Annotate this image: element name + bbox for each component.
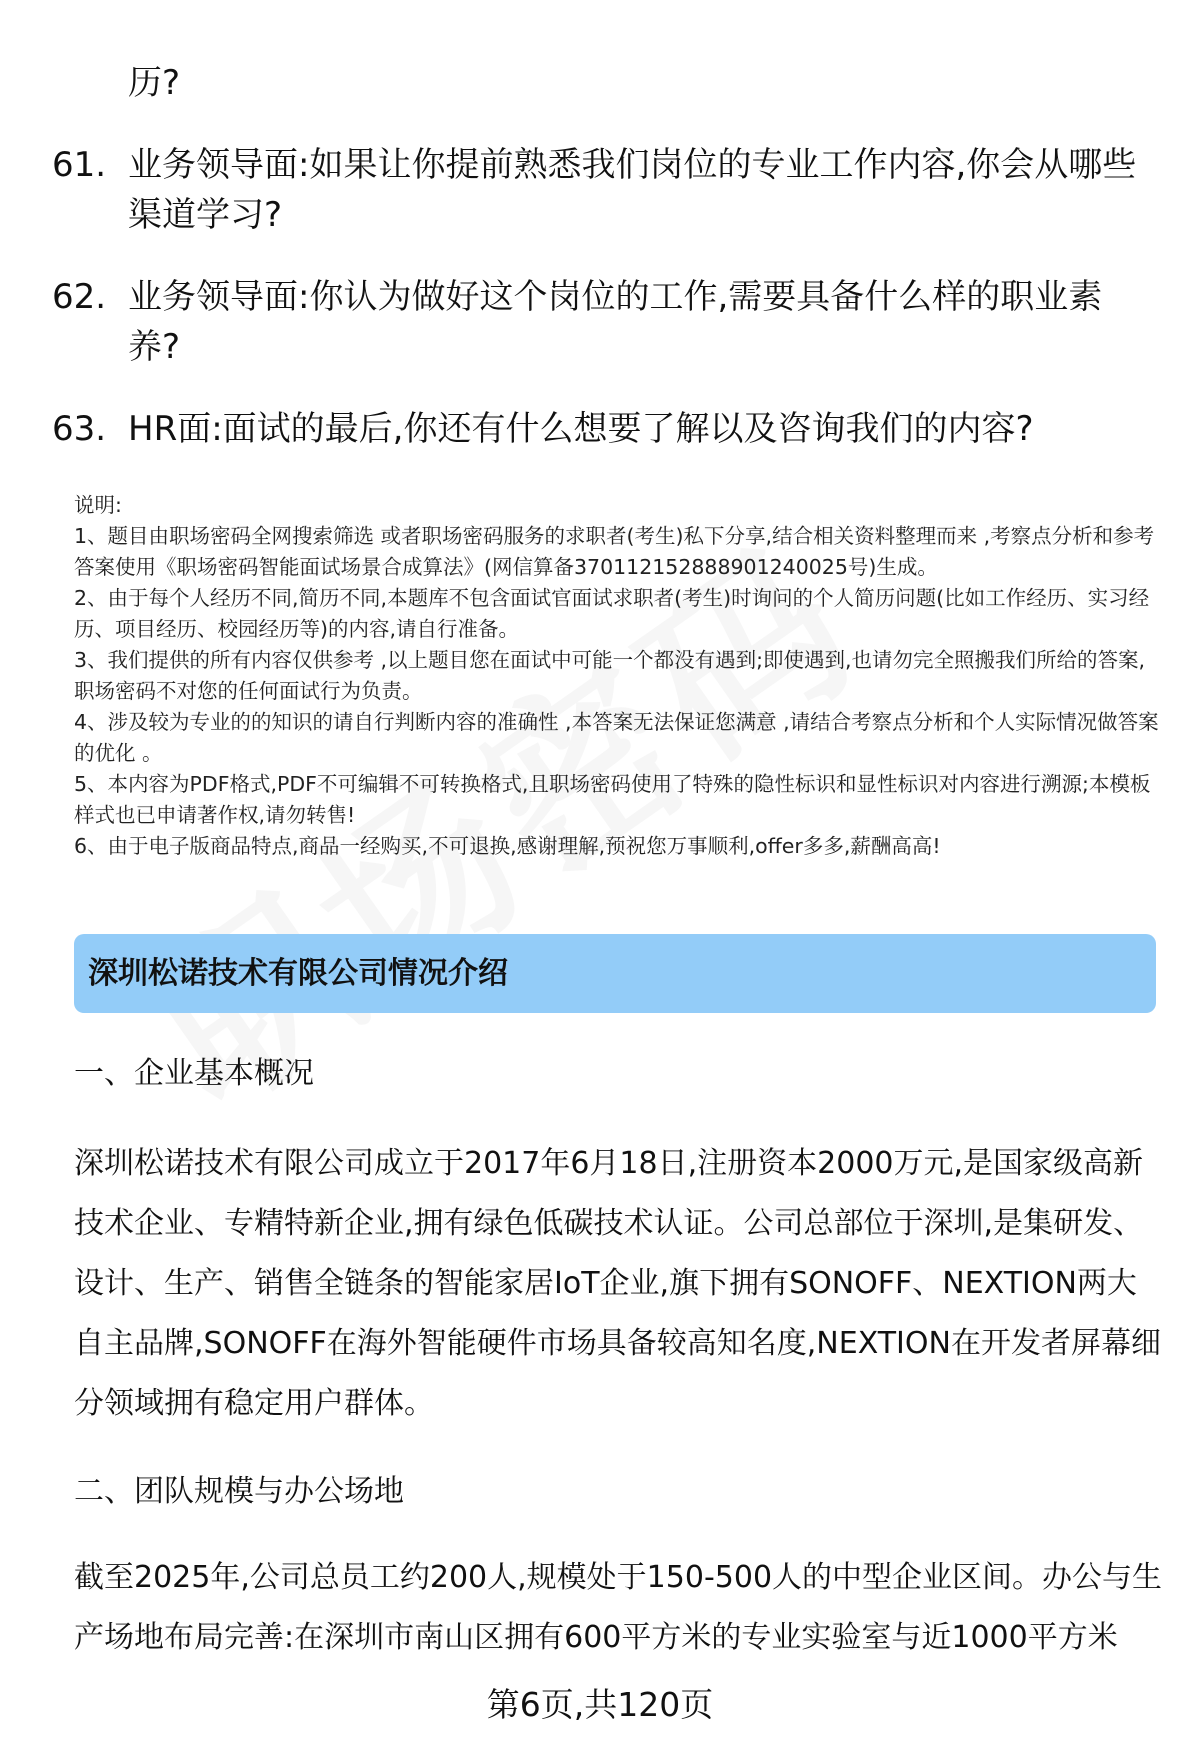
section-title: 深圳松诺技术有限公司情况介绍 xyxy=(88,956,508,991)
question-item xyxy=(52,272,1152,372)
overview-paragraph: 深圳松诺技术有限公司成立于2017年6月18日,注册资本2000万元,是国家级高新技术企业、专精特新企业,拥有绿色低碳技术认证。公司总部位于深圳,是集研发、设计、生产、销售全链条的智能家居IoT企业,旗下拥有SONOFF、NEXTION两大自主品牌,SONOFF在海外智能硬件市场具备较高知名度,NEXTION在开发者屏幕细分领域拥有稳定用户群体。 xyxy=(74,1146,1161,1421)
question-text: 业务领导面:如果让你提前熟悉我们岗位的专业工作内容,你会从哪些渠道学习? xyxy=(128,145,1137,235)
section-header-bar xyxy=(74,934,1156,1013)
team-paragraph: 截至2025年,公司总员工约200人,规模处于150-500人的中型企业区间。办公与生产场地布局完善:在深圳市南山区拥有600平方米的专业实验室与近1000平方米 xyxy=(74,1560,1163,1655)
question-number: 63. xyxy=(52,409,107,449)
note-item: 2、由于每个人经历不同,简历不同,本题库不包含面试官面试求职者(考生)时询问的个人简历问题(比如工作经历、实习经历、项目经历、校园经历等)的内容,请自行准备。 xyxy=(74,586,1150,641)
subsection-heading-overview: 一、企业基本概况 xyxy=(74,1056,314,1091)
question-number: 62. xyxy=(52,277,107,317)
question-text: 业务领导面:你认为做好这个岗位的工作,需要具备什么样的职业素养? xyxy=(128,277,1103,367)
question-number: 61. xyxy=(52,145,107,185)
question-continuation: 历? xyxy=(128,63,181,103)
note-item: 6、由于电子版商品特点,商品一经购买,不可退换,感谢理解,预祝您万事顺利,offer多多,薪酬高高! xyxy=(74,834,941,858)
question-list xyxy=(52,140,1152,486)
note-item: 4、涉及较为专业的的知识的请自行判断内容的准确性 ,本答案无法保证您满意 ,请结合考察点分析和个人实际情况做答案的优化 。 xyxy=(74,710,1159,765)
subsection-heading-team: 二、团队规模与办公场地 xyxy=(74,1474,404,1509)
question-item xyxy=(52,404,1152,454)
notes-block xyxy=(74,490,1164,862)
question-text: HR面:面试的最后,你还有什么想要了解以及咨询我们的内容? xyxy=(128,409,1034,449)
page-footer: 第6页,共120页 xyxy=(486,1685,714,1724)
notes-heading: 说明: xyxy=(74,493,122,517)
note-item: 1、题目由职场密码全网搜索筛选 或者职场密码服务的求职者(考生)私下分享,结合相关资料整理而来 ,考察点分析和参考答案使用《职场密码智能面试场景合成算法》(网信算备370112152888901240025号)生成。 xyxy=(74,524,1155,579)
question-item xyxy=(52,140,1152,240)
note-item: 5、本内容为PDF格式,PDF不可编辑不可转换格式,且职场密码使用了特殊的隐性标识和显性标识对内容进行溯源;本模板样式也已申请著作权,请勿转售! xyxy=(74,772,1151,827)
note-item: 3、我们提供的所有内容仅供参考 ,以上题目您在面试中可能一个都没有遇到;即使遇到,也请勿完全照搬我们所给的答案,职场密码不对您的任何面试行为负责。 xyxy=(74,648,1146,703)
